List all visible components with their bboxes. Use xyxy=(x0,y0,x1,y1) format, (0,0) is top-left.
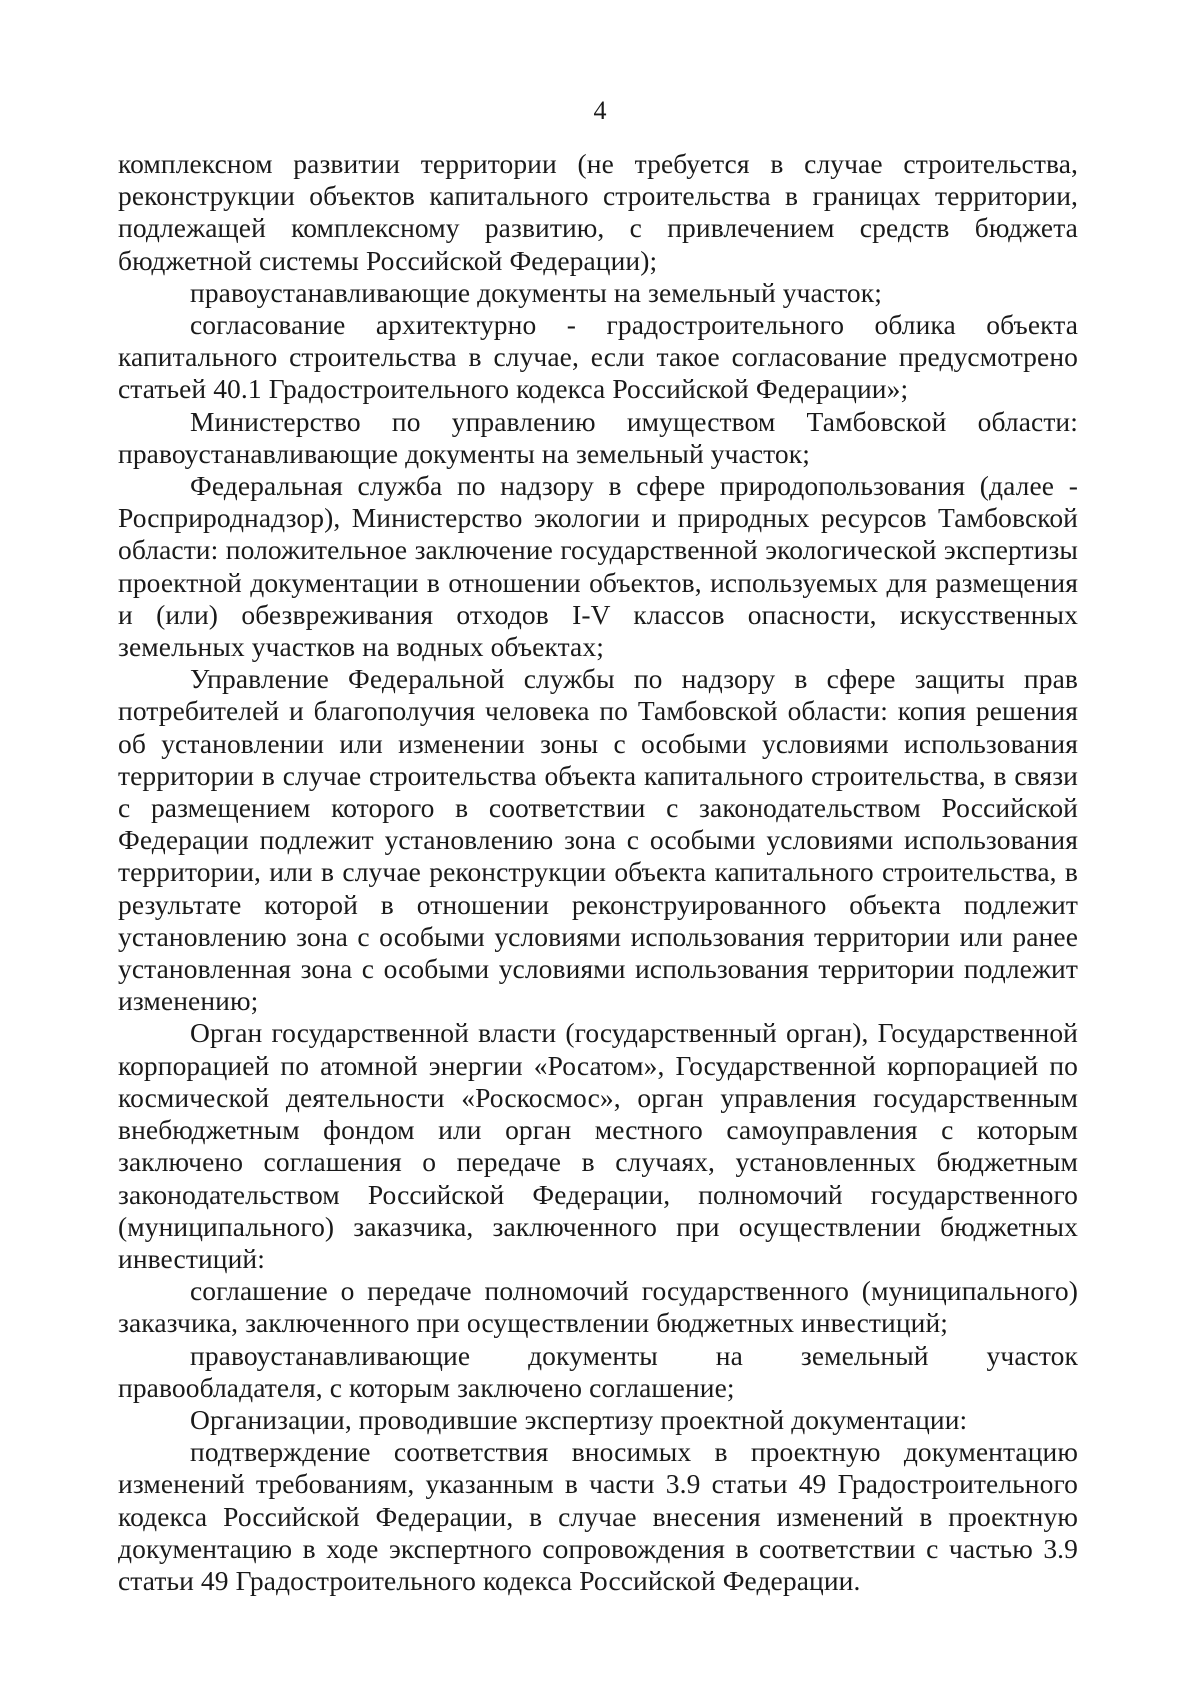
paragraph-4: Министерство по управлению имуществом Тамбовской области: правоустанавливающие документы на земельный участок; xyxy=(118,405,1078,469)
paragraph-5: Федеральная служба по надзору в сфере природопользования (далее - Росприроднадзор), Министерство экологии и природных ресурсов Тамбовской области: положительное заключение государственной экологической экспертизы проектной документации в отношении объектов, используемых для размещения и (или) обезвреживания отходов I-V классов опасности, искусственных земельных участков на водных объектах; xyxy=(118,470,1078,663)
paragraph-10: Организации, проводившие экспертизу проектной документации: xyxy=(190,1403,968,1435)
paragraph-9: правоустанавливающие документы на земельный участок правообладателя, с которым заключено соглашение; xyxy=(118,1339,1078,1403)
paragraph-1: комплексном развитии территории (не требуется в случае строительства, реконструкции объектов капитального строительства в границах территории, подлежащей комплексному развитию, с привлечением средств бюджета бюджетной системы Российской Федерации); xyxy=(118,148,1078,276)
paragraph-2: правоустанавливающие документы на земельный участок; xyxy=(190,276,882,308)
paragraph-3: согласование архитектурно - градостроительного облика объекта капитального строительства в случае, если такое согласование предусмотрено статьей 40.1 Градостроительного кодекса Российской Федерации»; xyxy=(118,309,1078,405)
page-number: 4 xyxy=(593,96,607,125)
document-body xyxy=(118,148,1078,1597)
paragraph-8: соглашение о передаче полномочий государственного (муниципального) заказчика, заключенного при осуществлении бюджетных инвестиций; xyxy=(118,1275,1078,1339)
paragraph-7: Орган государственной власти (государственный орган), Государственной корпорацией по атомной энергии «Росатом», Государственной корпорацией по космической деятельности «Роскосмос», орган управления государственным внебюджетным фондом или орган местного самоуправления с которым заключено соглашения о передаче в случаях, установленных бюджетным законодательством Российской Федерации, полномочий государственного (муниципального) заказчика, заключенного при осуществлении бюджетных инвестиций: xyxy=(118,1017,1078,1274)
paragraph-6: Управление Федеральной службы по надзору в сфере защиты прав потребителей и благополучия человека по Тамбовской области: копия решения об установлении или изменении зоны с особыми условиями использования территории в случае строительства объекта капитального строительства, в связи с размещением которого в соответствии с законодательством Российской Федерации подлежит установлению зона с особыми условиями использования территории, или в случае реконструкции объекта капитального строительства, в результате которой в отношении реконструированного объекта подлежит установлению зона с особыми условиями использования территории или ранее установленная зона с особыми условиями использования территории подлежит изменению; xyxy=(118,663,1078,1017)
paragraph-11: подтверждение соответствия вносимых в проектную документацию изменений требованиям, указанным в части 3.9 статьи 49 Градостроительного кодекса Российской Федерации, в случае внесения изменений в проектную документацию в ходе экспертного сопровождения в соответствии с частью 3.9 статьи 49 Градостроительного кодекса Российской Федерации. xyxy=(118,1436,1078,1596)
